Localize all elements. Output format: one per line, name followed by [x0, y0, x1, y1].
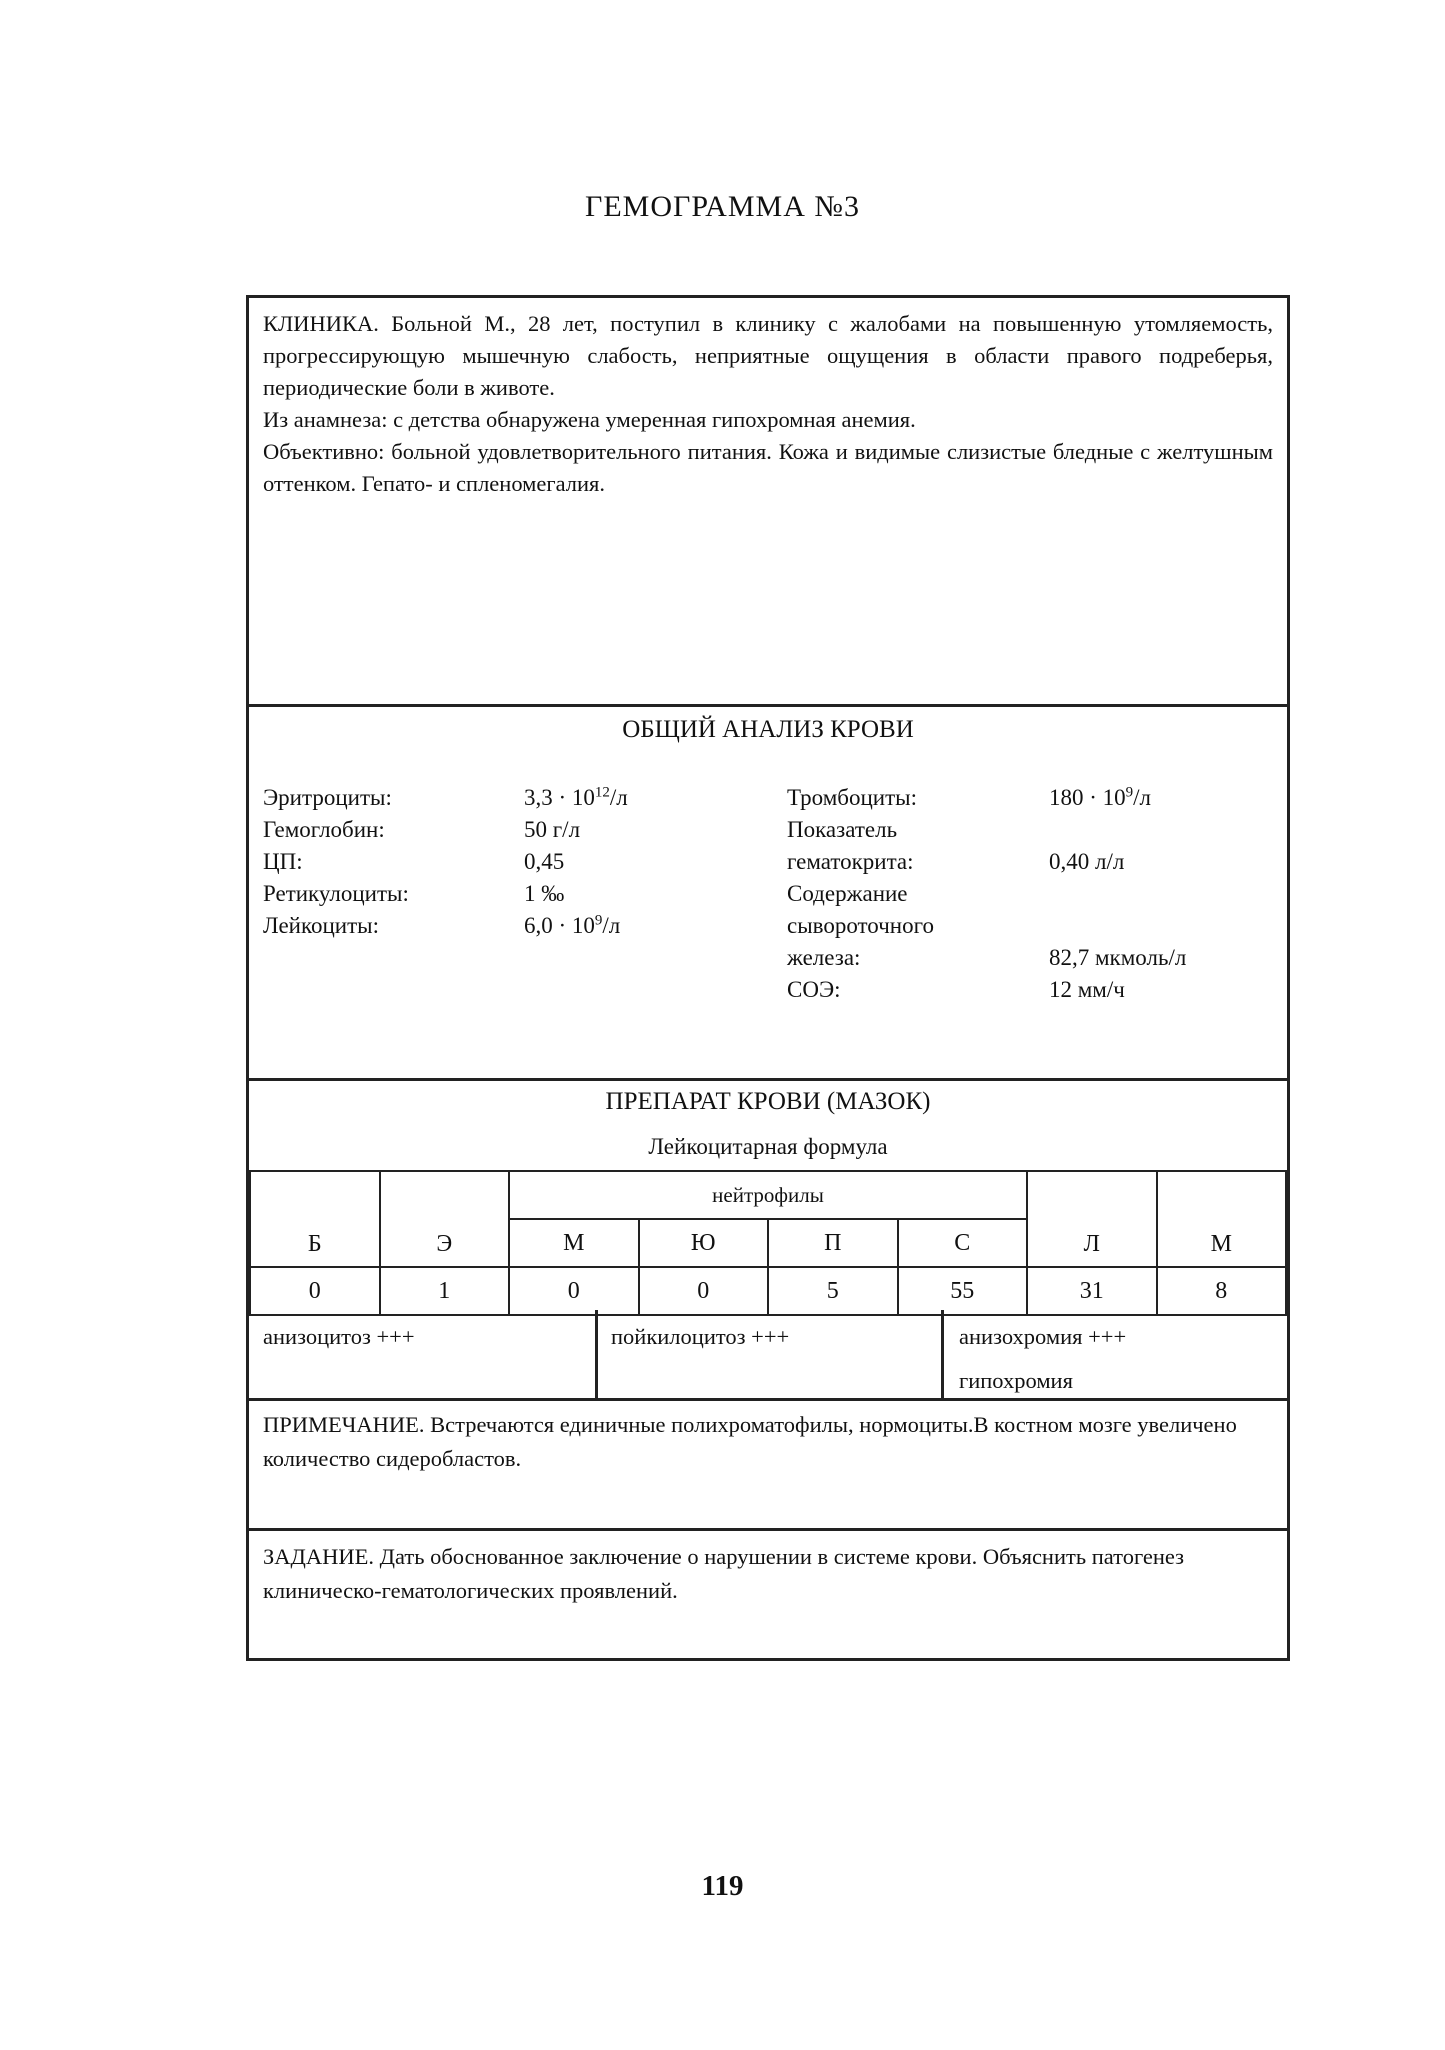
- label-leukocytes: Лейкоциты:: [263, 913, 379, 938]
- note: ПРИМЕЧАНИЕ. Встречаются единичные полихроматофилы, нормоциты.В костном мозге увеличено количество сидеробластов.: [263, 1412, 1237, 1471]
- value-band: 5: [768, 1267, 898, 1315]
- label-erythrocytes: Эритроциты:: [263, 785, 392, 810]
- col-segmented: С: [898, 1219, 1028, 1267]
- divider: [595, 1310, 598, 1398]
- divider: [249, 1078, 1287, 1081]
- cbc-right-values: [1049, 782, 1186, 1006]
- clinic-section: [249, 308, 1287, 500]
- label-hematocrit-1: Показатель: [787, 817, 898, 842]
- value-basophils: 0: [250, 1267, 380, 1315]
- label-iron-1: Содержание: [787, 881, 908, 906]
- col-lymphocytes: Л: [1027, 1171, 1157, 1267]
- value-metamyelocytes: 0: [639, 1267, 769, 1315]
- divider: [249, 1398, 1287, 1401]
- value-hemoglobin: 50 г/л: [524, 817, 581, 842]
- label-reticulocytes: Ретикулоциты:: [263, 881, 409, 906]
- value-platelets: $180 \cdot 10^9/л$: [1049, 784, 1152, 810]
- page-number: 119: [701, 1870, 744, 1902]
- label-hemoglobin: Гемоглобин:: [263, 817, 385, 842]
- cbc-heading: ОБЩИЙ АНАЛИЗ КРОВИ: [622, 716, 914, 743]
- value-reticulocytes: 1 ‰: [524, 881, 565, 906]
- col-metamyelocytes: Ю: [639, 1219, 769, 1267]
- value-color-index: 0,45: [524, 849, 565, 874]
- cbc-left-values: [524, 782, 628, 942]
- anisochromia: анизохромия +++: [959, 1324, 1127, 1349]
- divider: [249, 704, 1287, 707]
- label-iron-3: железа:: [787, 945, 861, 970]
- value-erythrocytes: $3,3 \cdot 10^{12}/л$: [524, 784, 628, 810]
- value-segmented: 55: [898, 1267, 1028, 1315]
- value-serum-iron: 82,7 мкмоль/л: [1049, 945, 1187, 970]
- col-myelocytes: М: [509, 1219, 639, 1267]
- anisocytosis: анизоцитоз +++: [263, 1324, 415, 1349]
- value-hematocrit: 0,40 л/л: [1049, 849, 1125, 874]
- clinic-anamnesis: Из анамнеза: с детства обнаружена умеренная гипохромная анемия.: [263, 407, 916, 432]
- divider: [249, 1528, 1287, 1531]
- label-iron-2: сывороточного: [787, 913, 934, 938]
- value-lymphocytes: 31: [1027, 1267, 1157, 1315]
- leukocyte-formula-table: [249, 1170, 1287, 1316]
- col-basophils: Б: [250, 1171, 380, 1267]
- value-esr: 12 мм/ч: [1049, 977, 1125, 1002]
- hemogram-card: [246, 295, 1290, 1661]
- col-monocytes: М: [1157, 1171, 1287, 1267]
- task: ЗАДАНИЕ. Дать обоснованное заключение о нарушении в системе крови. Объяснить патогенез клиническо-гематологических проявлений.: [263, 1544, 1185, 1603]
- smear-heading: ПРЕПАРАТ КРОВИ (МАЗОК): [605, 1088, 931, 1115]
- value-eosinophils: 1: [380, 1267, 510, 1315]
- label-color-index: ЦП:: [263, 849, 303, 874]
- hypochromia: гипохромия: [959, 1368, 1073, 1393]
- divider: [941, 1310, 944, 1398]
- cbc-right-labels: [787, 782, 934, 1006]
- poikilocytosis: пойкилоцитоз +++: [611, 1324, 790, 1349]
- cbc-left-labels: [263, 782, 409, 942]
- label-esr: СОЭ:: [787, 977, 841, 1002]
- value-leukocytes: $6,0 \cdot 10^9/л$: [524, 912, 621, 938]
- label-platelets: Тромбоциты:: [787, 785, 918, 810]
- page-title: ГЕМОГРАММА №3: [584, 190, 860, 223]
- clinic-objective: Объективно: больной удовлетворительного питания. Кожа и видимые слизистые бледные с желтушным оттенком. Гепато- и спленомегалия.: [263, 439, 1273, 496]
- col-eosinophils: Э: [380, 1171, 510, 1267]
- neutrophils-group-header: нейтрофилы: [509, 1171, 1027, 1219]
- value-myelocytes: 0: [509, 1267, 639, 1315]
- value-monocytes: 8: [1157, 1267, 1287, 1315]
- clinic-complaints: КЛИНИКА. Больной М., 28 лет, поступил в клинику с жалобами на повышенную утомляемость, прогрессирующую мышечную слабость, неприятные ощущения в области правого подреберья, периодические боли в животе.: [263, 311, 1273, 400]
- col-band: П: [768, 1219, 898, 1267]
- smear-subheading: Лейкоцитарная формула: [648, 1134, 888, 1159]
- label-hematocrit-2: гематокрита:: [787, 849, 914, 874]
